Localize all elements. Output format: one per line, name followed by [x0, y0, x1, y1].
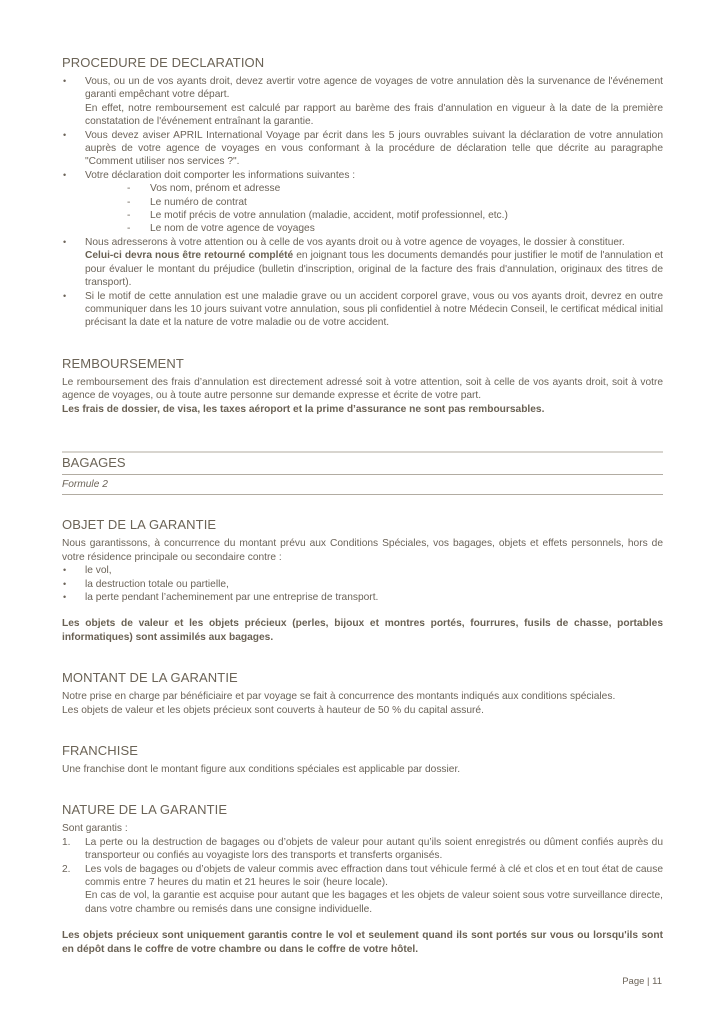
paragraph: En cas de vol, la garantie est acquise pour autant que les bagages et les objets de valeur soient sous votre surveillance directe, dans votre chambre ou remisés dans une consigne individuelle.	[85, 890, 663, 915]
chapter-title: BAGAGES	[62, 454, 126, 470]
section-title: FRANCHISE	[62, 743, 139, 758]
numbered-list	[62, 836, 663, 916]
dash-list	[62, 182, 663, 236]
list-item	[62, 236, 663, 290]
paragraph: La perte ou la destruction de bagages ou d’objets de valeur pour autant qu’ils soient enregistrés ou dûment confiés auprès du transporteur ou confiés au voyagiste lors des transports et transferts organisés.	[85, 836, 663, 862]
paragraph: • Votre déclaration doit comporter les informations suivantes :	[85, 169, 356, 181]
list-item	[62, 169, 663, 236]
section-remboursement	[62, 356, 663, 416]
paragraph: Les objets de valeur et les objets précieux sont couverts à hauteur de 50 % du capital assuré.	[62, 704, 484, 716]
paragraph: • Vous, ou un de vos ayants droit, devez avertir votre agence de voyages de votre annulation dès la survenance de l'événement garanti empêchant votre départ.	[85, 76, 663, 101]
section-title: NATURE DE LA GARANTIE	[62, 802, 228, 818]
paragraph: En effet, notre remboursement est calculé par rapport au barème des frais d'annulation en vigueur à la date de la première constatation de l'événement entraînant la garantie.	[85, 102, 663, 128]
list-item: - Le numéro de contrat	[127, 196, 663, 209]
list-item	[62, 836, 663, 863]
list-item	[62, 129, 663, 169]
section-bagages-header	[62, 451, 663, 495]
list-item: • la destruction totale ou partielle,	[62, 578, 663, 591]
paragraph: • Vous devez aviser APRIL International Voyage par écrit dans les 5 jours ouvrables suivant la déclaration de votre annulation auprès de votre agence de voyages en vous conformant à la procédure de déclaration telle que décrite au paragraphe "Comment utiliser nos services ?".	[85, 129, 663, 168]
paragraph: • Nous adresserons à votre attention ou à celle de vos ayants droit ou à votre agence de voyages, le dossier à constituer.	[85, 236, 625, 248]
list-item	[62, 863, 663, 917]
list-item: • le vol,	[62, 564, 663, 577]
paragraph: • Si le motif de cette annulation est une maladie grave ou un accident corporel grave, vous ou vos ayants droit, devrez en outre communiquer dans les 10 jours suivant votre annulation, sous pli confidentiel à notre Médecin Conseil, le certificat médical initial précisant la date et la nature de votre maladie ou de votre accident.	[85, 290, 663, 329]
paragraph: Nous garantissons, à concurrence du montant prévu aux Conditions Spéciales, vos bagages, objets et effets personnels, hors de votre résidence principale ou secondaire contre :	[62, 538, 663, 563]
item-number: 2.	[62, 863, 71, 875]
section-title: PROCEDURE DE DECLARATION	[62, 55, 265, 70]
page-number: Page | 11	[622, 976, 662, 987]
paragraph: Une franchise dont le montant figure aux conditions spéciales est applicable par dossier.	[62, 764, 461, 775]
bullet-list	[62, 75, 663, 330]
list-item: - Vos nom, prénom et adresse	[127, 182, 663, 195]
list-item: • la perte pendant l’acheminement par une entreprise de transport.	[62, 591, 663, 604]
section-title: REMBOURSEMENT	[62, 355, 184, 371]
bold-paragraph: Les frais de dossier, de visa, les taxes aéroport et la prime d’assurance ne sont pas remboursables.	[62, 403, 545, 415]
paragraph: Le remboursement des frais d’annulation est directement adressé soit à votre attention, soit à celle de vos ayants droit, soit à votre agence de voyages, ou à toute autre personne sur demande expresse et écrite de votre part.	[62, 376, 663, 402]
section-montant	[62, 670, 663, 717]
document-page	[62, 55, 663, 956]
section-title: MONTANT DE LA GARANTIE	[62, 670, 238, 686]
list-item	[62, 75, 663, 129]
list-item: - Le motif précis de votre annulation (maladie, accident, motif professionnel, etc.)	[127, 209, 663, 222]
chapter-subtitle: Formule 2	[62, 478, 108, 490]
bullet-list	[62, 564, 663, 604]
bold-text: Celui-ci devra nous être retourné complété	[85, 250, 294, 262]
bold-paragraph: Les objets de valeur et les objets précieux (perles, bijoux et montres portés, fourrures, fusils de chasse, portables informatiques) sont assimilés aux bagages.	[62, 618, 663, 643]
section-franchise	[62, 743, 663, 776]
text: en joignant tous les documents demandés pour justifier le motif de l'annulation et pour évaluer le montant du préjudice (bulletin d'inscription, original de la facture des frais d'annulation, originaux des titres de transport).	[85, 250, 664, 289]
section-nature	[62, 802, 663, 956]
section-procedure	[62, 55, 663, 330]
paragraph: Les vols de bagages ou d’objets de valeur commis avec effraction dans tout véhicule fermé à clé et clos et en tout état de cause commis entre 7 heures du matin et 21 heures le soir (heure locale).	[85, 863, 663, 889]
paragraph: Notre prise en charge par bénéficiaire et par voyage se fait à concurrence des montants indiqués aux conditions spéciales.	[62, 691, 616, 703]
list-item	[62, 290, 663, 330]
section-objet	[62, 517, 663, 644]
paragraph: Sont garantis :	[62, 823, 128, 835]
section-title: OBJET DE LA GARANTIE	[62, 517, 217, 533]
item-number: 1.	[62, 836, 71, 848]
list-item: - Le nom de votre agence de voyages	[127, 222, 663, 235]
paragraph	[85, 249, 663, 289]
bold-paragraph: Les objets précieux sont uniquement garantis contre le vol et seulement quand ils sont portés sur vous ou lorsqu'ils sont en dépôt dans le coffre de votre chambre ou dans le coffre de votre hôtel.	[62, 930, 663, 955]
